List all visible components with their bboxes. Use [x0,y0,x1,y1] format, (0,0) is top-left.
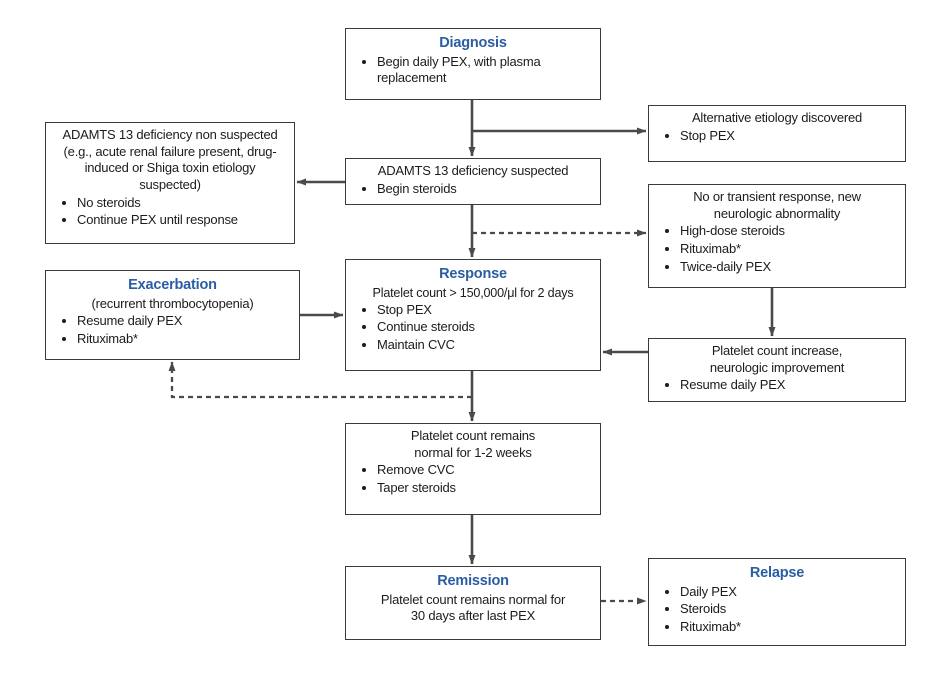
box-exacerbation-title: Exacerbation [128,277,217,293]
bullet-item: • Remove CVC [377,462,591,479]
bullet-list [658,584,896,636]
box-response [345,259,601,371]
bullet-item: • Continue steroids [377,319,591,336]
bullet-list [355,302,591,354]
box-alternative-etiology [648,105,906,162]
bullet-item: • No steroids [77,195,285,212]
box-diagnosis [345,28,601,100]
bullet-item: • Continue PEX until response [77,212,285,229]
box-platelet-increase [648,338,906,402]
box-heading: No or transient response, new neurologic abnormality [693,189,861,221]
bullet-list [355,181,591,198]
bullet-item: • Taper steroids [377,480,591,497]
box-remission [345,566,601,640]
box-heading: Platelet count remains normal for 1-2 weeks [410,428,536,460]
bullet-item: • Twice-daily PEX [680,259,896,276]
bullet-item: • Maintain CVC [377,337,591,354]
box-heading: Platelet count > 150,000/μl for 2 days [372,285,574,300]
box-heading: ADAMTS 13 deficiency non suspected (e.g., acute renal failure present, drug-induced or Shiga toxin etiology suspected) [62,127,278,192]
bullet-item: • Stop PEX [377,302,591,319]
box-adamts-suspected [345,158,601,205]
bullet-list [355,462,591,496]
bullet-item: • Daily PEX [680,584,896,601]
bullet-item: • Rituximab* [680,241,896,258]
bullet-item: • Rituximab* [77,331,290,348]
box-exacerbation [45,270,300,360]
box-heading: Alternative etiology discovered [691,110,863,125]
bullet-item: • Steroids [680,601,896,618]
box-remission-title: Remission [437,573,509,589]
bullet-item: • Rituximab* [680,619,896,636]
bullet-item: • Begin steroids [377,181,591,198]
bullet-list [55,313,290,347]
box-relapse [648,558,906,646]
box-relapse-title: Relapse [749,565,805,581]
box-heading: ADAMTS 13 deficiency suspected [377,163,569,178]
bullet-item: • Begin daily PEX, with plasma replacement [377,54,591,87]
bullet-list [658,223,896,275]
bullet-list [658,128,896,145]
box-heading: Platelet count increase, neurologic improvement [709,343,845,375]
box-heading: Platelet count remains normal for 30 days after last PEX [380,591,566,624]
box-response-title: Response [439,266,507,282]
box-heading: (recurrent thrombocytopenia) [91,295,254,311]
box-adamts-non-suspected [45,122,295,244]
bullet-list [55,195,285,229]
bullet-item: • Stop PEX [680,128,896,145]
bullet-list [658,377,896,394]
bullet-item: • Resume daily PEX [680,377,896,394]
bullet-item: • High-dose steroids [680,223,896,240]
bullet-item: • Resume daily PEX [77,313,290,330]
box-no-transient-response [648,184,906,288]
box-platelet-normal-weeks [345,423,601,515]
bullet-list [355,54,591,87]
box-diagnosis-title: Diagnosis [439,35,507,51]
